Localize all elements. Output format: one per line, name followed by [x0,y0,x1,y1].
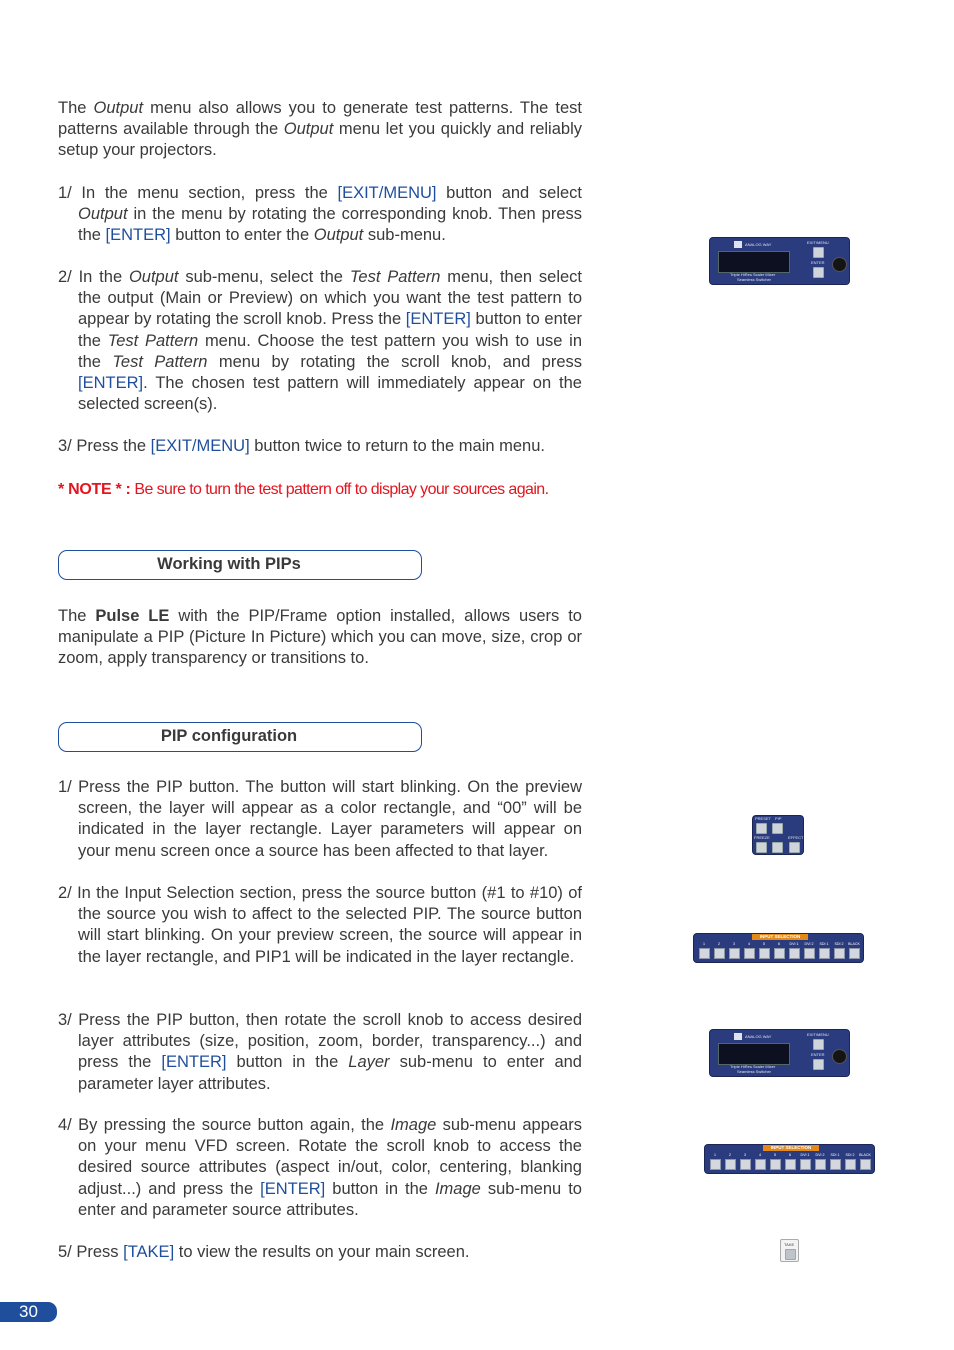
input-button [770,1159,781,1170]
enter-label: ENTER [811,1052,825,1057]
input-button-label: DVI 1 [789,942,799,946]
effect-label: EFFECT [788,835,804,840]
input-selection-strip-image [694,934,863,962]
input-button-label: 1 [714,1153,716,1157]
pip-step-3: 3/ Press the PIP button, then rotate the scroll knob to access desired layer attributes (size, position, zoom, border, transparency...) and press the [ENTER] button in the Layer sub-menu to enter and parameter layer attributes. [58,1011,582,1093]
input-button [819,948,830,959]
brand-label: ANALOG WAY [745,1034,772,1039]
enter-label: ENTER [811,260,825,265]
input-selection-strip-image-2 [705,1145,874,1173]
panel-caption-1: Triple HiRes Scaler Mixer [730,1064,776,1069]
enter-button [813,1059,824,1070]
pip-button [772,823,783,834]
exit-menu-label: EXIT/MENU [807,1032,829,1037]
input-button [699,948,710,959]
input-button-label: 2 [718,942,720,946]
input-button-label: DVI 2 [804,942,814,946]
pips-paragraph: The Pulse LE with the PIP/Frame option installed, allows users to manipulate a PIP (Picture In Picture) which you can move, size, crop or zoom, apply transparency or transitions to. [58,607,582,668]
step-1: 1/ In the menu section, press the [EXIT/MENU] button and select Output in the menu by rotating the corresponding knob. Then press the [ENTER] button to enter the Output sub-menu. [58,184,582,245]
input-button [849,948,860,959]
input-button-label: SDI 1 [819,942,829,946]
input-button [845,1159,856,1170]
input-button [759,948,770,959]
brand-label: ANALOG WAY [745,242,772,247]
frame-button [772,842,783,853]
input-button-label: 3 [744,1153,746,1157]
preset-button [756,823,767,834]
input-button-label: SDI 2 [845,1153,855,1157]
panel-caption-2: Seamless Switcher [737,1069,772,1074]
scroll-knob-icon [832,1049,847,1064]
input-selection-label: INPUT SELECTION [763,1145,819,1151]
pip-step-1: 1/ Press the PIP button. The button will start blinking. On the preview screen, the layer will appear as a color rectangle, and “00” will be indicated in the layer rectangle. Layer parameters will appear on your menu screen once a source has been affected to that layer. [58,778,582,860]
input-button [789,948,800,959]
page-number: 30 [0,1302,57,1322]
input-button [740,1159,751,1170]
input-button [860,1159,871,1170]
input-button-label: BLACK [848,942,860,946]
enter-button [813,267,824,278]
input-button [834,948,845,959]
input-button-label: SDI 2 [834,942,844,946]
input-button [800,1159,811,1170]
input-button-label: DVI 2 [815,1153,825,1157]
input-button [830,1159,841,1170]
take-button-image [780,1239,799,1262]
take-button [785,1249,796,1260]
input-button-label: 5 [774,1153,776,1157]
input-button [785,1159,796,1170]
section-heading-pip-configuration: PIP configuration [58,722,422,752]
note: * NOTE * : Be sure to turn the test pattern off to display your sources again. [58,481,549,498]
panel-caption-1: Triple HiRes Scaler Mixer [730,272,776,277]
menu-panel-image-2 [710,1030,849,1076]
input-button-label: 1 [703,942,705,946]
pip-step-2: 2/ In the Input Selection section, press the source button (#1 to #10) of the source you wish to affect to the selected PIP. The source button will start blinking. On your preview screen, the source will appear in the layer rectangle, and PIP1 will be indicated in the layer rectangle. [58,884,582,966]
input-selection-label: INPUT SELECTION [752,934,808,940]
input-button-label: 4 [748,942,750,946]
input-button-label: 6 [789,1153,791,1157]
input-button [710,1159,721,1170]
input-button-label: SDI 1 [830,1153,840,1157]
freeze-label: FREEZE [754,835,770,840]
input-button-label: 2 [729,1153,731,1157]
pip-step-4: 4/ By pressing the source button again, the Image sub-menu appears on your menu VFD screen. Rotate the scroll knob to access the desired source attributes (aspect in/out, color, centering, blanking adjust...) and press the [ENTER] button in the Image sub-menu to enter and parameter source attributes. [58,1116,582,1219]
input-button [725,1159,736,1170]
input-button [714,948,725,959]
effect-button [789,842,800,853]
pip-panel-image [753,816,803,854]
input-button-label: 3 [733,942,735,946]
input-button [815,1159,826,1170]
pip-step-5: 5/ Press [TAKE] to view the results on your main screen. [58,1243,470,1261]
step-2: 2/ In the Output sub-menu, select the Test Pattern menu, then select the output (Main or Preview) on which you want the test pattern to appear by rotating the scroll knob. Press the [ENTER] button to enter the Test Pattern menu. Choose the test pattern you wish to use in the Test Pattern menu by rotating the scroll knob, and press [ENTER]. The chosen test pattern will immediately appear on the selected screen(s). [58,268,583,414]
input-button-label: BLACK [859,1153,871,1157]
menu-panel-image [710,238,849,284]
input-button-label: 5 [763,942,765,946]
panel-caption-2: Seamless Switcher [737,277,772,282]
intro-paragraph: The Output menu also allows you to generate test patterns. The test patterns available through the Output menu let you quickly and reliably setup your projectors. [58,99,582,160]
input-button [755,1159,766,1170]
input-button [804,948,815,959]
vfd-display [718,1043,790,1065]
step-3: 3/ Press the [EXIT/MENU] button twice to return to the main menu. [58,437,545,455]
exit-menu-button [813,247,824,258]
input-button-label: DVI 1 [800,1153,810,1157]
scroll-knob-icon [832,257,847,272]
exit-menu-label: EXIT/MENU [807,240,829,245]
brand-logo-icon [734,241,742,248]
pip-label: PIP [775,816,782,821]
brand-logo-icon [734,1033,742,1040]
input-button-label: 6 [778,942,780,946]
preset-label: PRESET [755,816,772,821]
exit-menu-button [813,1039,824,1050]
input-button [744,948,755,959]
input-button-label: 4 [759,1153,761,1157]
input-button [774,948,785,959]
take-label: TAKE [784,1242,795,1247]
section-heading-working-with-pips: Working with PIPs [58,550,422,580]
vfd-display [718,251,790,273]
freeze-button [756,842,767,853]
input-button [729,948,740,959]
